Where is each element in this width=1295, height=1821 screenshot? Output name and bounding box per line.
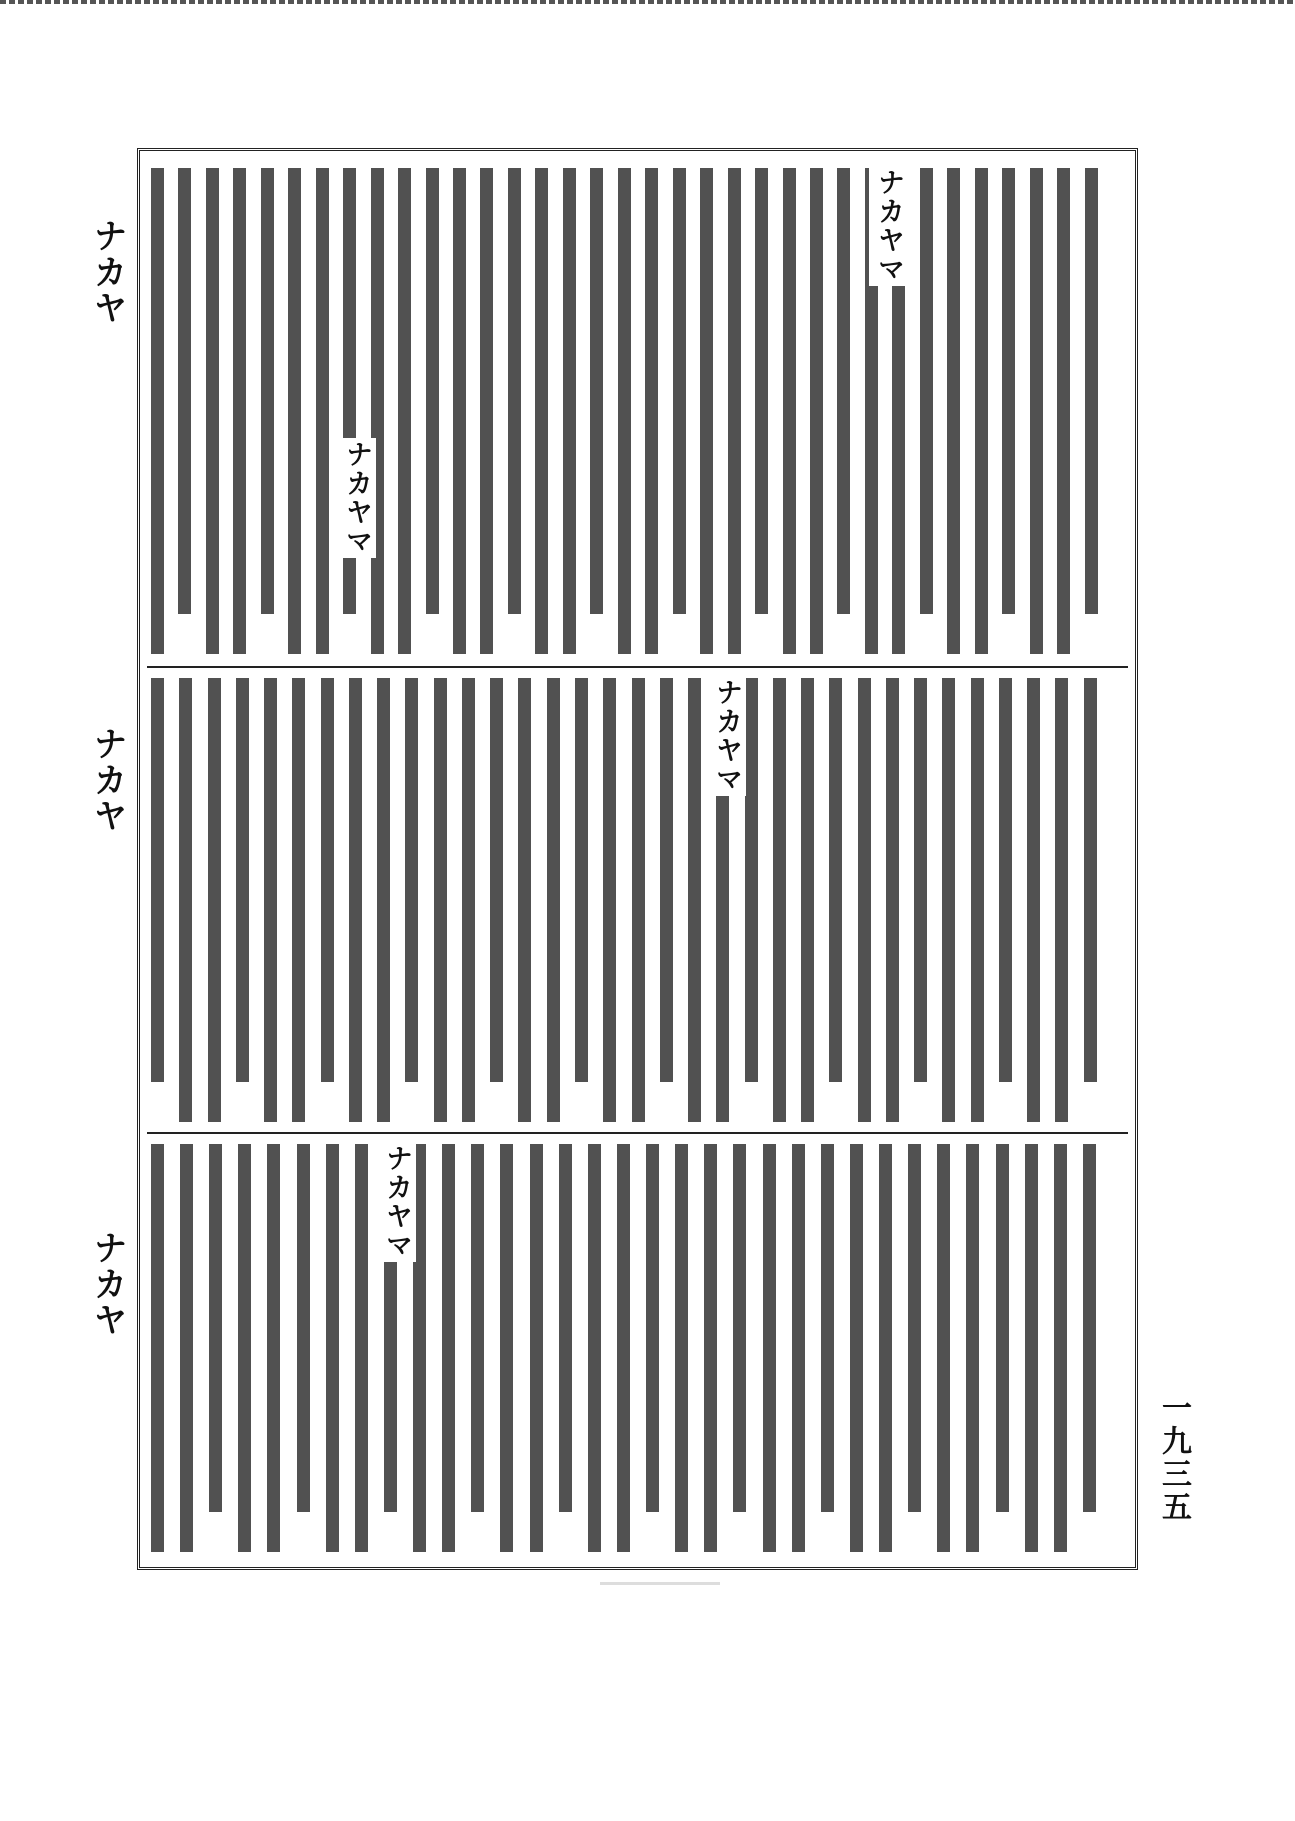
text-column-placeholder (264, 678, 277, 1122)
text-column-placeholder (829, 678, 842, 1082)
text-column-placeholder (733, 1144, 746, 1512)
text-column-placeholder (704, 1144, 717, 1552)
headword: ナカヤマ (337, 438, 376, 558)
text-column-placeholder (1030, 168, 1043, 654)
text-column-placeholder (288, 168, 301, 654)
text-column-placeholder (442, 1144, 455, 1552)
text-column-placeholder (588, 1144, 601, 1552)
side-label-middle: ナカヤ (87, 726, 127, 834)
text-column-placeholder (292, 678, 305, 1122)
text-column-placeholder (999, 678, 1012, 1082)
text-column-placeholder (914, 678, 927, 1082)
text-column-placeholder (745, 678, 758, 1082)
text-column-placeholder (398, 168, 411, 654)
text-column-placeholder (238, 1144, 251, 1552)
text-column-placeholder (975, 168, 988, 654)
text-column-placeholder (377, 678, 390, 1122)
text-column-placeholder (632, 678, 645, 1122)
text-column-placeholder (575, 678, 588, 1082)
text-column-placeholder (180, 1144, 193, 1552)
text-column-placeholder (261, 168, 274, 614)
top-rule (0, 0, 1295, 4)
text-column-placeholder (858, 678, 871, 1122)
text-column-placeholder (660, 678, 673, 1082)
page-number: 一九三五 (1156, 1392, 1191, 1524)
text-column-placeholder (773, 678, 786, 1122)
text-column-placeholder (1055, 678, 1068, 1122)
text-column-placeholder (206, 168, 219, 654)
text-column-placeholder (179, 678, 192, 1122)
text-column-placeholder (1057, 168, 1070, 654)
text-column-placeholder (178, 168, 191, 614)
text-column-placeholder (920, 168, 933, 614)
text-column-placeholder (603, 678, 616, 1122)
bottom-smudge (600, 1582, 720, 1585)
text-band-top (147, 158, 1128, 666)
text-column-placeholder (1025, 1144, 1038, 1552)
text-column-placeholder (1054, 1144, 1067, 1552)
text-column-placeholder (1084, 678, 1097, 1082)
text-column-placeholder (886, 678, 899, 1122)
text-column-placeholder (233, 168, 246, 654)
text-band-bottom (147, 1132, 1128, 1564)
text-column-placeholder (535, 168, 548, 654)
text-column-placeholder (453, 168, 466, 654)
text-column-placeholder (971, 678, 984, 1122)
text-column-placeholder (783, 168, 796, 654)
headword: ナカヤマ (869, 166, 908, 286)
text-column-placeholder (434, 678, 447, 1122)
text-column-placeholder (426, 168, 439, 614)
text-column-placeholder (471, 1144, 484, 1512)
text-column-placeholder (316, 168, 329, 654)
headword: ナカヤマ (707, 676, 746, 796)
text-column-placeholder (763, 1144, 776, 1552)
text-column-placeholder (151, 678, 164, 1082)
headword: ナカヤマ (377, 1142, 416, 1262)
text-column-placeholder (675, 1144, 688, 1552)
side-label-top: ナカヤ (87, 218, 127, 326)
text-column-placeholder (966, 1144, 979, 1552)
text-column-placeholder (947, 168, 960, 654)
text-column-placeholder (618, 168, 631, 654)
text-column-placeholder (688, 678, 701, 1122)
text-column-placeholder (996, 1144, 1009, 1512)
text-column-placeholder (821, 1144, 834, 1512)
text-column-placeholder (530, 1144, 543, 1552)
text-column-placeholder (267, 1144, 280, 1552)
text-column-placeholder (236, 678, 249, 1082)
text-column-placeholder (518, 678, 531, 1122)
text-column-placeholder (480, 168, 493, 654)
text-column-placeholder (755, 168, 768, 614)
text-column-placeholder (208, 678, 221, 1122)
text-column-placeholder (500, 1144, 513, 1552)
text-column-placeholder (209, 1144, 222, 1512)
text-band-middle (147, 666, 1128, 1134)
text-column-placeholder (645, 168, 658, 654)
text-column-placeholder (879, 1144, 892, 1552)
text-column-placeholder (490, 678, 503, 1082)
text-column-placeholder (355, 1144, 368, 1552)
side-label-bottom: ナカヤ (87, 1230, 127, 1338)
text-column-placeholder (559, 1144, 572, 1512)
text-column-placeholder (673, 168, 686, 614)
text-column-placeholder (462, 678, 475, 1122)
text-column-placeholder (547, 678, 560, 1122)
text-column-placeholder (151, 168, 164, 654)
text-column-placeholder (1027, 678, 1040, 1122)
text-column-placeholder (937, 1144, 950, 1552)
text-column-placeholder (617, 1144, 630, 1552)
text-column-placeholder (850, 1144, 863, 1552)
text-column-placeholder (371, 168, 384, 654)
text-column-placeholder (405, 678, 418, 1082)
text-column-placeholder (151, 1144, 164, 1552)
text-column-placeholder (1002, 168, 1015, 614)
text-column-placeholder (700, 168, 713, 654)
text-column-placeholder (801, 678, 814, 1122)
text-column-placeholder (792, 1144, 805, 1552)
text-column-placeholder (326, 1144, 339, 1552)
text-column-placeholder (321, 678, 334, 1082)
text-column-placeholder (563, 168, 576, 654)
text-column-placeholder (349, 678, 362, 1122)
text-column-placeholder (810, 168, 823, 654)
text-column-placeholder (646, 1144, 659, 1512)
text-column-placeholder (1083, 1144, 1096, 1512)
text-column-placeholder (942, 678, 955, 1122)
text-column-placeholder (297, 1144, 310, 1512)
text-column-placeholder (728, 168, 741, 654)
text-column-placeholder (508, 168, 521, 614)
text-column-placeholder (908, 1144, 921, 1512)
text-column-placeholder (1085, 168, 1098, 614)
text-column-placeholder (837, 168, 850, 614)
text-column-placeholder (590, 168, 603, 614)
